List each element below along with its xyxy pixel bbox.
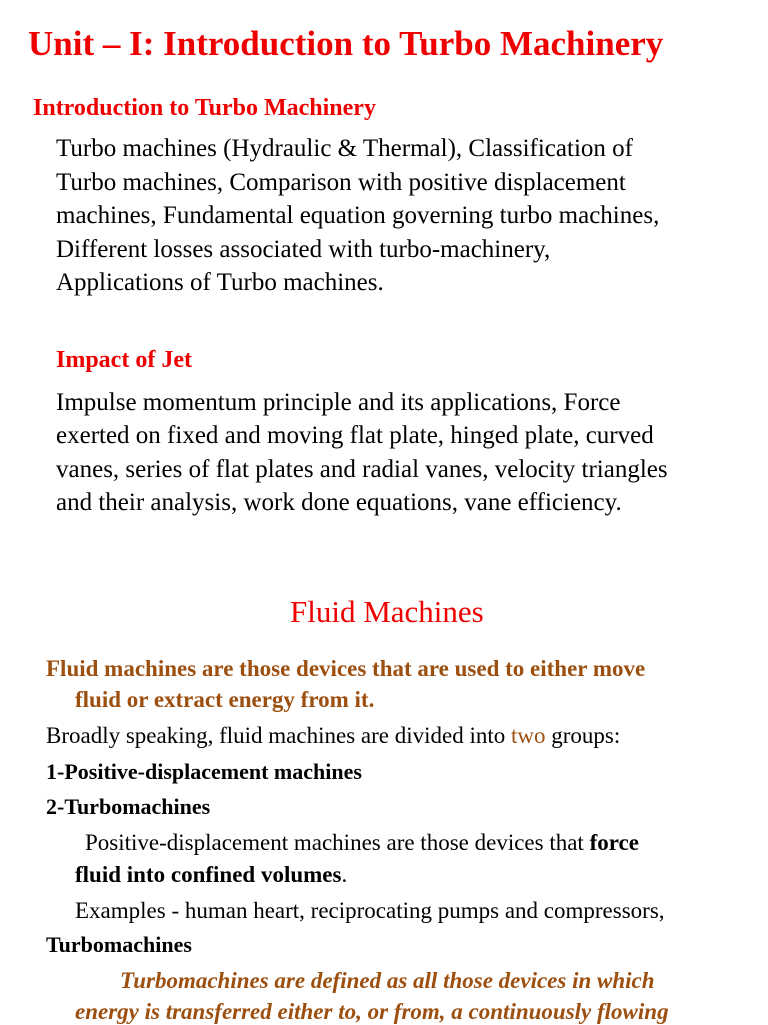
body-line: machines, Fundamental equation governing turbo machines, <box>56 202 660 230</box>
body-line: Impulse momentum principle and its applications, Force <box>56 389 621 416</box>
definition-line: fluid or extract energy from it. <box>75 687 375 712</box>
section-heading-intro: Introduction to Turbo Machinery <box>33 95 376 121</box>
pd-emphasis: fluid into confined volumes <box>75 862 342 887</box>
groups-sentence-suffix: groups: <box>545 723 621 748</box>
group-item-positive-displacement: 1-Positive-displacement machines <box>46 759 362 784</box>
turbo-definition-line: Turbomachines are defined as all those devices in which <box>120 968 655 993</box>
unit-title: Unit – I: Introduction to Turbo Machinery <box>28 24 664 63</box>
groups-sentence-prefix: Broadly speaking, fluid machines are divided into <box>46 723 511 748</box>
body-line: Turbo machines (Hydraulic & Thermal), Classification of <box>56 135 633 162</box>
pd-emphasis: force <box>589 830 639 855</box>
groups-sentence <box>46 723 620 749</box>
body-line: Different losses associated with turbo-machinery, <box>56 235 551 263</box>
turbomachines-heading: Turbomachines <box>46 932 192 957</box>
body-line: vanes, series of flat plates and radial vanes, velocity triangles <box>56 455 668 483</box>
body-line: and their analysis, work done equations, vane efficiency. <box>56 489 622 517</box>
pd-description-line <box>85 830 639 856</box>
examples-line: Examples - human heart, reciprocating pumps and compressors, <box>75 898 665 923</box>
group-item-turbomachines: 2-Turbomachines <box>46 794 211 819</box>
body-line: Applications of Turbo machines. <box>56 269 384 297</box>
body-line: exerted on fixed and moving flat plate, hinged plate, curved <box>56 422 654 450</box>
pd-text: Positive-displacement machines are those devices that <box>85 830 590 855</box>
pd-description-line <box>75 862 347 888</box>
section-intro-body <box>56 132 756 300</box>
turbo-definition-line: energy is transferred either to, or from, a continuously flowing <box>75 999 669 1024</box>
fluid-machines-title: Fluid Machines <box>290 594 484 629</box>
definition-line: Fluid machines are those devices that are used to either move <box>46 656 646 681</box>
section-impact-body <box>56 386 756 520</box>
body-line: Turbo machines, Comparison with positive displacement <box>56 168 626 196</box>
groups-count-highlight: two <box>511 723 546 748</box>
pd-text: . <box>341 862 348 887</box>
section-heading-impact-of-jet: Impact of Jet <box>56 347 192 373</box>
